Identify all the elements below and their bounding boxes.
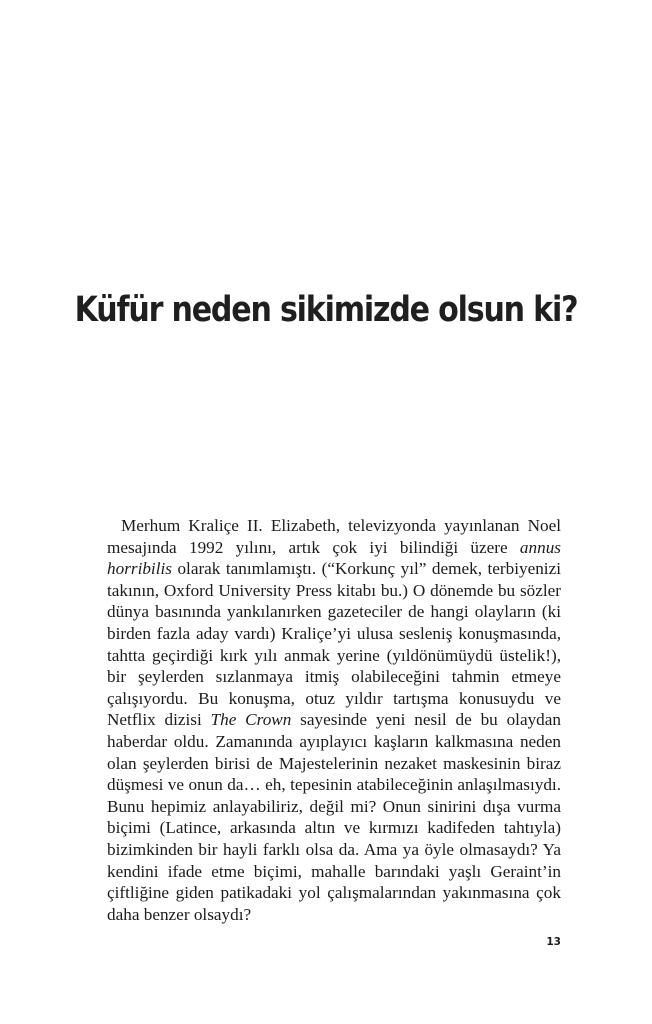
italic-phrase: annus horribilis: [107, 537, 561, 579]
italic-title: The Crown: [210, 710, 292, 730]
body-text-segment: sayesinde yeni nesil de bu olaydan haberdar oldu. Zamanında ayıplayıcı kaşların kalkmasına neden olan şeylerden birisi de Majestelerinin nezaket maskesinin biraz düşmesi ve onun da… eh, tepesinin atabileceğinin anlaşılmasıydı. Bunu hepimiz anlayabiliriz, değil mi? Onun sinirini dışa vurma biçimi (Latince, arkasında altın ve kırmızı kadifeden tahtıyla) bizimkinden bir hayli farklı olsa da. Ama ya öyle olmasaydı? Ya kendini ifade etme biçimi, mahalle barındaki yaşlı Geraint’in çiftliğine giden patikadaki yol çalışmalarından yakınmasına çok daha benzer olsaydı?: [107, 710, 561, 924]
chapter-title: Küfür neden sikimizde olsun ki?: [74, 290, 578, 330]
body-text-segment: olarak tanımlamıştı. (“Korkunç yıl” demek, terbiyenizi takının, Oxford University Press kitabı bu.) O dönemde bu sözler dünya basınında yankılanırken gazeteciler de hangi olayların (ki birden fazla aday vardı) Kraliçe’yi ulusa sesleniş konuşmasında, tahtta geçirdiği kırk yılı anmak yerine (yıldönümüydü üstelik!), bir şeylerden sızlanmaya itmiş olabileceğini tahmin etmeye çalışıyordu. Bu konuşma, otuz yıldır tartışma konusuydu ve Netflix dizisi: [107, 559, 561, 730]
body-text-segment: Merhum Kraliçe II. Elizabeth, televizyonda yayınlanan Noel mesajında 1992 yılını, artık çok iyi bilindiği üzere: [107, 516, 561, 557]
page-number: 13: [546, 936, 561, 948]
body-paragraph: [107, 515, 561, 925]
body-text: [107, 515, 561, 925]
